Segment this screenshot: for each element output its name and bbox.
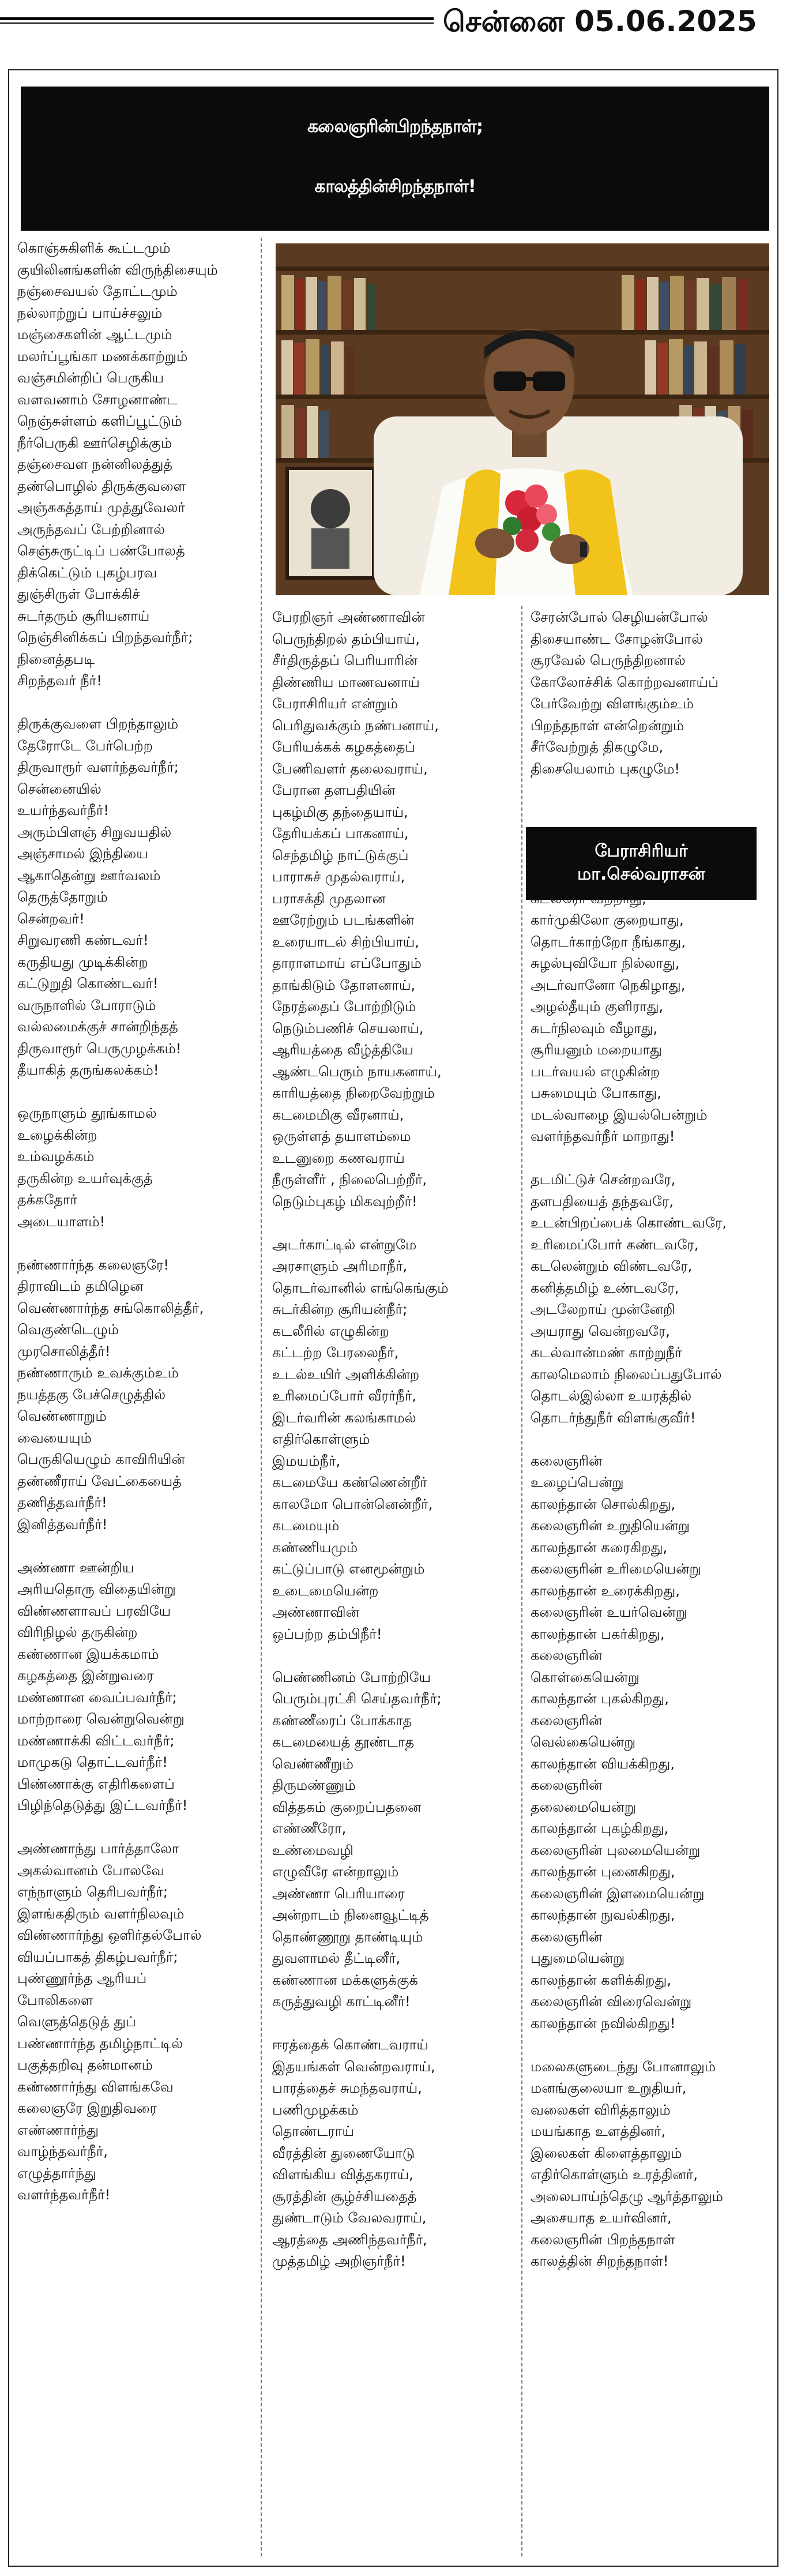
poem-line: பெரும்புரட்சி செய்தவர்நீர்; xyxy=(272,1691,442,1707)
poem-line: திசையெலாம் புகழுமே! xyxy=(531,760,680,777)
poem-line: விரிநிழல் தருகின்ற xyxy=(17,1624,138,1640)
poem-line: அரும்பிளஞ் சிறுவயதில் xyxy=(17,824,172,840)
poem-line: உடன்பிறப்பைக் கொண்டவரே, xyxy=(531,1215,727,1231)
poem-line: வலைகள் விரித்தாலும் xyxy=(531,2101,671,2118)
portrait-photo xyxy=(276,243,769,595)
poem-line: அடர்வானோ நெகிழாது, xyxy=(531,977,686,993)
poem-line: காலந்தான் புனைகிறது, xyxy=(531,1864,675,1880)
poem-line: கொஞ்சுகிளிக் கூட்டமும் xyxy=(17,240,171,256)
poem-line: காலந்தான் நுவல்கிறது, xyxy=(531,1907,675,1923)
poem-line: மாமுகடு தொட்டவர்நீர்! xyxy=(17,1754,168,1770)
poem-line: படர்வயல் எழுகின்ற xyxy=(531,1063,660,1080)
poem-line: நெடும்பணிச் செயலாய், xyxy=(272,1020,424,1037)
poem-line: பண்ணார்ந்த தமிழ்நாட்டில் xyxy=(17,2035,183,2052)
poem-line: பகுத்தறிவு தன்மானம் xyxy=(17,2057,153,2073)
poem-line: கோலோச்சிக் கொற்றவனாய்ப் xyxy=(531,674,718,690)
poem-line: காலமோ பொன்னென்றீர், xyxy=(272,1496,433,1512)
poem-stanza xyxy=(272,607,520,1212)
poem-stanza xyxy=(531,2056,773,2273)
poem-line: தொடர்ந்துநீர் விளங்குவீர்! xyxy=(531,1409,696,1426)
poem-line: வெண்ணீறும் xyxy=(272,1755,353,1772)
poem-line: முரசொலித்தீர்! xyxy=(17,1343,111,1360)
poem-line: விண்ணார்ந்து ஒளிர்தல்போல் xyxy=(17,1927,202,1943)
poem-line: அண்ணாவின் xyxy=(272,1604,359,1620)
poem-line: கருத்துவழி காட்டினீர்! xyxy=(272,1993,411,2010)
poem-line: துவளாமல் தீட்டினீர், xyxy=(272,1950,401,1966)
poem-line: அரசாளும் அரிமாநீர், xyxy=(272,1258,408,1274)
poem-line: உயர்ந்தவர்நீர்! xyxy=(17,802,109,818)
poem-line: கலைஞரின் உரிமையென்று xyxy=(531,1561,701,1577)
poem-line: தொடர்வானில் எங்கெங்கும் xyxy=(272,1279,449,1296)
poem-line: கடலீரில் எழுகின்ற xyxy=(272,1323,389,1339)
poem-line: தண்ணீராய் வேட்கையைத் xyxy=(17,1473,182,1489)
poem-line: கடமையே கண்ணென்றீர் xyxy=(272,1474,427,1490)
poem-line: பேரான தளபதியின் xyxy=(272,782,396,798)
poem-line: காலந்தான் நவில்கிறது! xyxy=(531,2015,676,2031)
byline-title: பேராசிரியர் xyxy=(595,841,688,861)
poem-line: சென்றவர்! xyxy=(17,910,85,927)
poem-line: அயராது வென்றவரே, xyxy=(531,1323,670,1339)
poem-line: ஊரேற்றும் படங்களின் xyxy=(272,912,415,928)
poem-line: காலந்தான் கரைகிறது, xyxy=(531,1539,668,1556)
poem-line: இளங்கதிரும் வளர்நிலவும் xyxy=(17,1905,185,1922)
poem-line: வெளுத்தெடுத் துப் xyxy=(17,2014,136,2030)
poem-line: நெஞ்சுள்ளம் களிப்பூட்டும் xyxy=(17,413,182,429)
poem-stanza xyxy=(17,1103,254,1233)
poem-line: அஞ்சாமல் இந்தியை xyxy=(17,846,148,862)
poem-line: அலைபாய்ந்தெழு ஆர்த்தாலும் xyxy=(531,2188,723,2205)
poem-line: ஈரத்தைக் கொண்டவராய் xyxy=(272,2037,428,2053)
poem-line: ஆண்டபெரும் நாயகனாய், xyxy=(272,1063,442,1080)
poem-line: காலந்தான் களிக்கிறது, xyxy=(531,1972,671,1988)
poem-line: மடல்வாழை இயல்பென்றும் xyxy=(531,1106,708,1123)
poem-line: தக்கதோர் xyxy=(17,1192,78,1208)
author-byline xyxy=(526,827,757,900)
poem-line: கலைஞரின் விரைவென்று xyxy=(531,1993,692,2010)
poem-line: திருவாரூர் வளர்ந்தவர்நீர்; xyxy=(17,759,179,775)
poem-line: பெண்ணினம் போற்றியே xyxy=(272,1669,431,1685)
poem-line: பாரத்தைச் சுமந்தவராய், xyxy=(272,2080,422,2096)
poem-line: தீயாகித் தருங்கலக்கம்! xyxy=(17,1062,159,1078)
poem-line: நயத்தகு பேச்செழுத்தில் xyxy=(17,1386,166,1403)
poem-line: கலைஞரின் உறுதியென்று xyxy=(531,1518,690,1534)
poem-line: வளர்ந்தவர்நீர் மாறாது! xyxy=(531,1128,675,1144)
poem-line: சூரத்தின் சூழ்ச்சியதைத் xyxy=(272,2188,417,2205)
poem-line: வல்லமைக்குச் சான்றிந்தத் xyxy=(17,1019,178,1035)
poem-line: பாராசுச் முதல்வராய், xyxy=(272,869,405,885)
poem-line: கண்ணார்ந்து விளங்கவே xyxy=(17,2078,174,2095)
poem-line: அடையாளம்! xyxy=(17,1213,106,1230)
poem-line: பணிமுழக்கம் xyxy=(272,2101,359,2118)
poem-line: சீர்வேற்றுத் திகழுமே, xyxy=(531,739,664,755)
poem-line: கடமைமிகு வீரனாய், xyxy=(272,1106,404,1123)
poem-line: தாராளமாய் எப்போதும் xyxy=(272,955,422,971)
poem-stanza xyxy=(17,1557,254,1817)
poem-line: மஞ்சைகளின் ஆட்டமும் xyxy=(17,326,172,343)
poem-line: உழைப்பென்று xyxy=(531,1474,624,1490)
poem-line: அண்ணாந்து பார்த்தாலோ xyxy=(17,1841,179,1857)
poem-line: கனித்தமிழ் உண்டவரே, xyxy=(531,1279,679,1296)
poem-stanza xyxy=(531,607,773,780)
poem-line: சிறந்தவர் நீர்! xyxy=(17,673,102,689)
poem-stanza xyxy=(17,1255,254,1536)
poem-line: பேராசிரியர் என்றும் xyxy=(272,696,398,712)
column-divider-1 xyxy=(261,238,262,2556)
poem-line: பராசக்தி முதலான xyxy=(272,890,386,907)
poem-stanza xyxy=(272,2034,520,2273)
poem-line: புகழ்மிகு தந்தையாய், xyxy=(272,803,408,820)
poem-line: எழுத்தார்ந்து xyxy=(17,2165,96,2181)
byline-name: மா.செல்வராசன் xyxy=(577,864,705,884)
poem-line: நீருள்ளீர் , நிலைபெற்றீர், xyxy=(272,1171,427,1188)
poem-line: வஞ்சமின்றிப் பெருகிய xyxy=(17,370,164,386)
poem-line: துஞ்சிருள் போக்கிச் xyxy=(17,586,140,602)
poem-line: எண்ணார்ந்து xyxy=(17,2121,99,2138)
poem-line: கருதியது முடிக்கின்ற xyxy=(17,953,148,970)
poem-line: உழைக்கின்ற xyxy=(17,1126,97,1143)
poem-column-1 xyxy=(17,238,254,2228)
poem-line: சுடர்கின்ற சூரியன்நீர்; xyxy=(272,1301,408,1317)
poem-line: கொள்கையென்று xyxy=(531,1669,639,1685)
poem-line: காலந்தான் வியக்கிறது, xyxy=(531,1755,675,1772)
poem-line: தணித்தவர்நீர்! xyxy=(17,1494,107,1511)
poem-stanza xyxy=(17,238,254,692)
poem-line: தொடர்காற்றோ நீங்காது, xyxy=(531,933,686,950)
poem-line: கலைஞரின் இளமையென்று xyxy=(531,1885,705,1902)
poem-line: முத்தமிழ் அறிஞர்நீர்! xyxy=(272,2253,406,2269)
poem-line: எதிர்கொள்ளும் உரத்தினர், xyxy=(531,2166,698,2183)
poem-line: உரிமைப்போர் கண்டவரே, xyxy=(531,1236,699,1253)
poem-line: காலந்தான் புகல்கிறது, xyxy=(531,1691,669,1707)
poem-line: தாங்கிடும் தோளனாய், xyxy=(272,977,416,993)
poem-line: குயிலினங்களின் விருந்திசையும் xyxy=(17,261,218,278)
poem-line: திக்கெட்டும் புகழ்பரவ xyxy=(17,564,157,581)
poem-line: நேரத்தைப் போற்றிடும் xyxy=(272,998,416,1015)
poem-line: காலமெலாம் நிலைப்பதுபோல் xyxy=(531,1366,722,1383)
poem-line: கார்முகிலோ குறையாது, xyxy=(531,912,684,928)
poem-column-2 xyxy=(272,607,520,2294)
poem-line: எதிர்கொள்ளும் xyxy=(272,1431,370,1447)
poem-line: கடமையைத் தூண்டாத xyxy=(272,1734,415,1750)
poem-line: மாற்றாரை வென்றுவென்று xyxy=(17,1711,185,1727)
poem-line: செந்தமிழ் நாட்டுக்குப் xyxy=(272,847,409,863)
poem-stanza xyxy=(17,1838,254,2206)
headline xyxy=(21,87,769,231)
poem-line: திருமண்ணும் xyxy=(272,1777,356,1793)
poem-stanza xyxy=(272,1234,520,1646)
poem-line: பேரறிஞர் அண்ணாவின் xyxy=(272,609,425,625)
poem-line: தலைமையென்று xyxy=(531,1798,636,1815)
poem-line: சேரன்போல் செழியன்போல் xyxy=(531,609,708,625)
poem-line: திருவாரூர் பெருமுழக்கம்! xyxy=(17,1040,182,1057)
poem-stanza xyxy=(17,714,254,1082)
poem-line: வீரத்தின் துணையோடு xyxy=(272,2145,415,2161)
poem-line: நண்ணார்ந்த கலைஞரே! xyxy=(17,1256,170,1273)
poem-line: காரியத்தை நிறைவேற்றும் xyxy=(272,1085,435,1101)
poem-line: கலைஞரே இறுதிவரை xyxy=(17,2100,157,2116)
poem-line: அடலேறாய் முன்னேறி xyxy=(531,1301,675,1317)
poem-line: அன்றாடம் நினைவூட்டித் xyxy=(272,1907,429,1923)
poem-line: பிறந்தநாள் என்றென்றும் xyxy=(531,717,684,734)
poem-line: இதயங்கள் வென்றவராய், xyxy=(272,2058,435,2075)
poem-line: கலைஞரின் xyxy=(531,1777,603,1793)
poem-line: கலைஞரின் உயர்வென்று xyxy=(531,1604,687,1620)
poem-line: ஆரியத்தை வீழ்த்தியே xyxy=(272,1042,414,1058)
poem-line: விளங்கிய வித்தகராய், xyxy=(272,2166,413,2183)
poem-line: அண்ணா ஊன்றிய xyxy=(17,1559,134,1576)
poem-line: சிறுவரணி கண்டவர்! xyxy=(17,932,149,948)
poem-line: மயங்காத உளத்தினர், xyxy=(531,2123,666,2139)
poem-line: சுழல்புவியோ நில்லாது, xyxy=(531,955,680,971)
poem-stanza xyxy=(531,1169,773,1429)
poem-line: பேர்வேற்று விளங்கும்உம் xyxy=(531,696,694,712)
poem-line: கலைஞரின் xyxy=(531,1928,603,1945)
poem-line: பிழிந்தெடுத்து இட்டவர்நீர்! xyxy=(17,1797,188,1813)
poem-stanza xyxy=(531,1451,773,2035)
poem-line: மலைகளுடைந்து போனாலும் xyxy=(531,2058,716,2075)
poem-line: தடமிட்டுச் சென்றவரே, xyxy=(531,1171,676,1188)
poem-line: அழல்தீயும் குளிராது, xyxy=(531,998,664,1015)
poem-line: வித்தகம் குறைப்பதனை xyxy=(272,1798,422,1815)
poem-line: காலந்தான் உரைக்கிறது, xyxy=(531,1582,680,1599)
headline-line-2: காலத்தின்சிறந்தநாள்! xyxy=(314,177,476,197)
poem-line: வெண்ணார்ந்த சங்கொலித்தீர், xyxy=(17,1300,204,1316)
poem-line: தொடல்இல்லா உயரத்தில் xyxy=(531,1388,692,1404)
poem-line: அண்ணா பெரியாரை xyxy=(272,1885,405,1902)
poem-line: சூரவேல் பெருந்திறனால் xyxy=(531,652,686,669)
poem-line: நல்லாற்றுப் பாய்ச்சலும் xyxy=(17,305,163,321)
poem-line: அசையாத உயர்வினர், xyxy=(531,2210,672,2226)
poem-line: உடைமையென்ற xyxy=(272,1582,379,1599)
poem-line: திராவிடம் தமிழென xyxy=(17,1278,144,1294)
poem-line: மனங்குலையா உறுதியர், xyxy=(531,2080,687,2096)
poem-line: நெஞ்சினிக்கப் பிறந்தவர்நீர்; xyxy=(17,629,193,645)
column-divider-2 xyxy=(521,606,522,2556)
poem-line: ஆகாதென்று ஊர்வலம் xyxy=(17,867,161,884)
poem-line: தேரோடே பேர்பெற்ற xyxy=(17,737,153,754)
poem-line: வெண்ணாறும் xyxy=(17,1408,107,1424)
poem-line: கட்டற்ற பேரலைநீர், xyxy=(272,1345,399,1361)
poem-line: நீர்பெருகி ஊர்செழிக்கும் xyxy=(17,434,172,451)
poem-line: திருக்குவளை பிறந்தாலும் xyxy=(17,716,179,732)
poem-stanza xyxy=(272,1667,520,2013)
poem-line: உடல்உயிர் அளிக்கின்ற xyxy=(272,1366,420,1383)
poem-line: துண்டாடும் வேலவராய், xyxy=(272,2210,427,2226)
poem-line: ஆரத்தை அணிந்தவர்நீர், xyxy=(272,2231,427,2248)
poem-line: வளர்ந்தவர்நீர்! xyxy=(17,2187,111,2203)
poem-line: இனித்தவர்நீர்! xyxy=(17,1516,108,1533)
poem-line: இலைகள் கிளைத்தாலும் xyxy=(531,2145,682,2161)
poem-line: நஞ்சைவயல் தோட்டமும் xyxy=(17,283,178,299)
poem-line: தளபதியைத் தந்தவரே, xyxy=(531,1193,674,1210)
poem-line: பேரியக்கக் கழகத்தைப் xyxy=(272,739,416,755)
poem-line: எந்நாளும் தெரிபவர்நீர்; xyxy=(17,1884,168,1900)
poem-line: கட்டுப்பாடு எனமூன்றும் xyxy=(272,1561,425,1577)
poem-line: தெருத்தோறும் xyxy=(17,889,108,905)
poem-line: நெடும்புகழ் மிகவுற்றீர்! xyxy=(272,1193,417,1210)
portrait-illustration xyxy=(276,243,769,595)
poem-line: எண்ணீரோ, xyxy=(272,1820,347,1837)
poem-line: ஒருநாளும் தூங்காமல் xyxy=(17,1105,157,1121)
poem-line: ஒப்பற்ற தம்பிநீர்! xyxy=(272,1625,382,1642)
poem-line: அருந்தவப் பேற்றினால் xyxy=(17,521,165,538)
poem-line: செஞ்சுருட்டிப் பண்போலத் xyxy=(17,543,185,559)
poem-line: மண்ணாக்கி விட்டவர்நீர்; xyxy=(17,1732,175,1749)
poem-line: புண்ணூர்ந்த ஆரியப் xyxy=(17,1970,147,1987)
poem-line: கலைஞரின் பிறந்தநாள் xyxy=(531,2231,675,2248)
poem-line: திண்ணிய மாணவனாய் xyxy=(272,674,420,690)
poem-line: வெல்கையென்று xyxy=(531,1734,636,1750)
poem-line: எழுவீரே என்றாலும் xyxy=(272,1864,399,1880)
poem-line: கலைஞரின் xyxy=(531,1647,603,1663)
poem-line: தேரியக்கப் பாகனாய், xyxy=(272,825,409,842)
poem-line: கடலென்றும் விண்டவரே, xyxy=(531,1258,693,1274)
poem-line: உரையாடல் சிற்பியாய், xyxy=(272,933,419,950)
poem-line: உம்வழக்கம் xyxy=(17,1148,95,1165)
poem-line: உரிமைப்போர் வீரர்நீர், xyxy=(272,1388,416,1404)
poem-line: கலைஞரின் புலமையென்று xyxy=(531,1842,701,1858)
poem-line: கடமையும் xyxy=(272,1518,340,1534)
poem-line: வையையும் xyxy=(17,1429,92,1446)
poem-line: உண்மைவழி xyxy=(272,1842,353,1858)
poem-line: வருநாளில் போராடும் xyxy=(17,997,156,1013)
poem-line: நண்ணாரும் உவக்கும்உம் xyxy=(17,1365,179,1381)
poem-line: சீர்திருத்தப் பெரியாரின் xyxy=(272,652,417,669)
poem-line: நினைத்தபடி xyxy=(17,651,95,667)
poem-line: பிண்ணாக்கு எதிரிகளைப் xyxy=(17,1775,175,1792)
poem-stanza xyxy=(531,888,773,1148)
poem-line: வாழ்ந்தவர்நீர், xyxy=(17,2143,108,2160)
poem-line: பசுமையும் போகாது, xyxy=(531,1085,661,1101)
header-rule xyxy=(0,17,434,24)
poem-line: பெரிதுவக்கும் நண்பனாய், xyxy=(272,717,439,734)
poem-line: வெகுண்டெழும் xyxy=(17,1321,119,1338)
poem-line: கண்ணான இயக்கமாம் xyxy=(17,1646,159,1662)
poem-line: கடல்வான்மண் காற்றுநீர் xyxy=(531,1345,682,1361)
poem-line: காலந்தான் பகர்கிறது, xyxy=(531,1625,665,1642)
poem-line: காலந்தான் சொல்கிறது, xyxy=(531,1496,676,1512)
poem-line: கலைஞரின் xyxy=(531,1452,603,1469)
poem-line: அடர்காட்டில் என்றுமே xyxy=(272,1236,417,1253)
poem-line: மண்ணான வைப்பவர்நீர்; xyxy=(17,1689,177,1706)
poem-line: தஞ்சைவள நன்னிலத்துத் xyxy=(17,456,173,472)
poem-line: கட்டுறுதி கொண்டவர்! xyxy=(17,975,159,992)
poem-line: தொண்ணூறு தாண்டியும் xyxy=(272,1928,423,1945)
poem-line: புதுமையென்று xyxy=(531,1950,625,1966)
poem-line: சுடர்தரும் சூரியனாய் xyxy=(17,607,150,624)
poem-line: காலந்தான் புகழ்கிறது, xyxy=(531,1820,669,1837)
headline-line-1: கலைஞரின்பிறந்தநாள்; xyxy=(307,117,483,137)
poem-line: இடர்வரின் கலங்காமல் xyxy=(272,1409,416,1426)
poem-line: தருகின்ற உயர்வுக்குத் xyxy=(17,1170,153,1186)
poem-line: அஞ்சுகத்தாய் முத்துவேலர் xyxy=(17,500,186,516)
poem-line: போலிகளை xyxy=(17,1992,93,2008)
poem-line: பெருகியெழும் காவிரியின் xyxy=(17,1451,185,1467)
poem-line: மலர்ப்பூங்கா மணக்காற்றும் xyxy=(17,348,188,365)
poem-line: வளவனாம் சோழனாண்ட xyxy=(17,391,178,408)
header-city-date: சென்னை 05.06.2025 xyxy=(443,5,757,38)
poem-line: உடனுறை கணவராய் xyxy=(272,1150,405,1166)
poem-line: வியப்பாகத் திகழ்பவர்நீர்; xyxy=(17,1948,178,1965)
poem-line: கலைஞரின் xyxy=(531,1712,603,1729)
poem-line: இமயம்நீர், xyxy=(272,1452,341,1469)
poem-line: சூரியனும் மறையாது xyxy=(531,1042,662,1058)
poem-line: திசையாண்ட சோழன்போல் xyxy=(531,630,703,647)
poem-line: சென்னையில் xyxy=(17,780,101,797)
poem-line: கண்ணான மக்களுக்குக் xyxy=(272,1972,418,1988)
poem-line: கண்ணீரைப் போக்காத xyxy=(272,1712,412,1729)
poem-line: கழகத்தை இன்றுவரை xyxy=(17,1668,154,1684)
poem-line: கண்ணியமும் xyxy=(272,1539,358,1556)
poem-line: அரியதொரு விதையின்று xyxy=(17,1581,176,1597)
poem-line: பெருந்திறல் தம்பியாய், xyxy=(272,630,420,647)
poem-line: சுடர்நிலவும் வீழாது, xyxy=(531,1020,658,1037)
poem-line: அகல்வானம் போலவே xyxy=(17,1862,165,1879)
poem-line: ஒருள்ளத் தயாளம்மை xyxy=(272,1128,411,1144)
poem-line: தண்பொழில் திருக்குவளை xyxy=(17,478,186,494)
poem-line: தொண்டராய் xyxy=(272,2123,355,2139)
poem-line: காலத்தின் சிறந்தநாள்! xyxy=(531,2253,669,2269)
poem-line: பேணிவளர் தலைவராய், xyxy=(272,760,428,777)
poem-line: விண்ணளாவப் பரவியே xyxy=(17,1602,171,1619)
